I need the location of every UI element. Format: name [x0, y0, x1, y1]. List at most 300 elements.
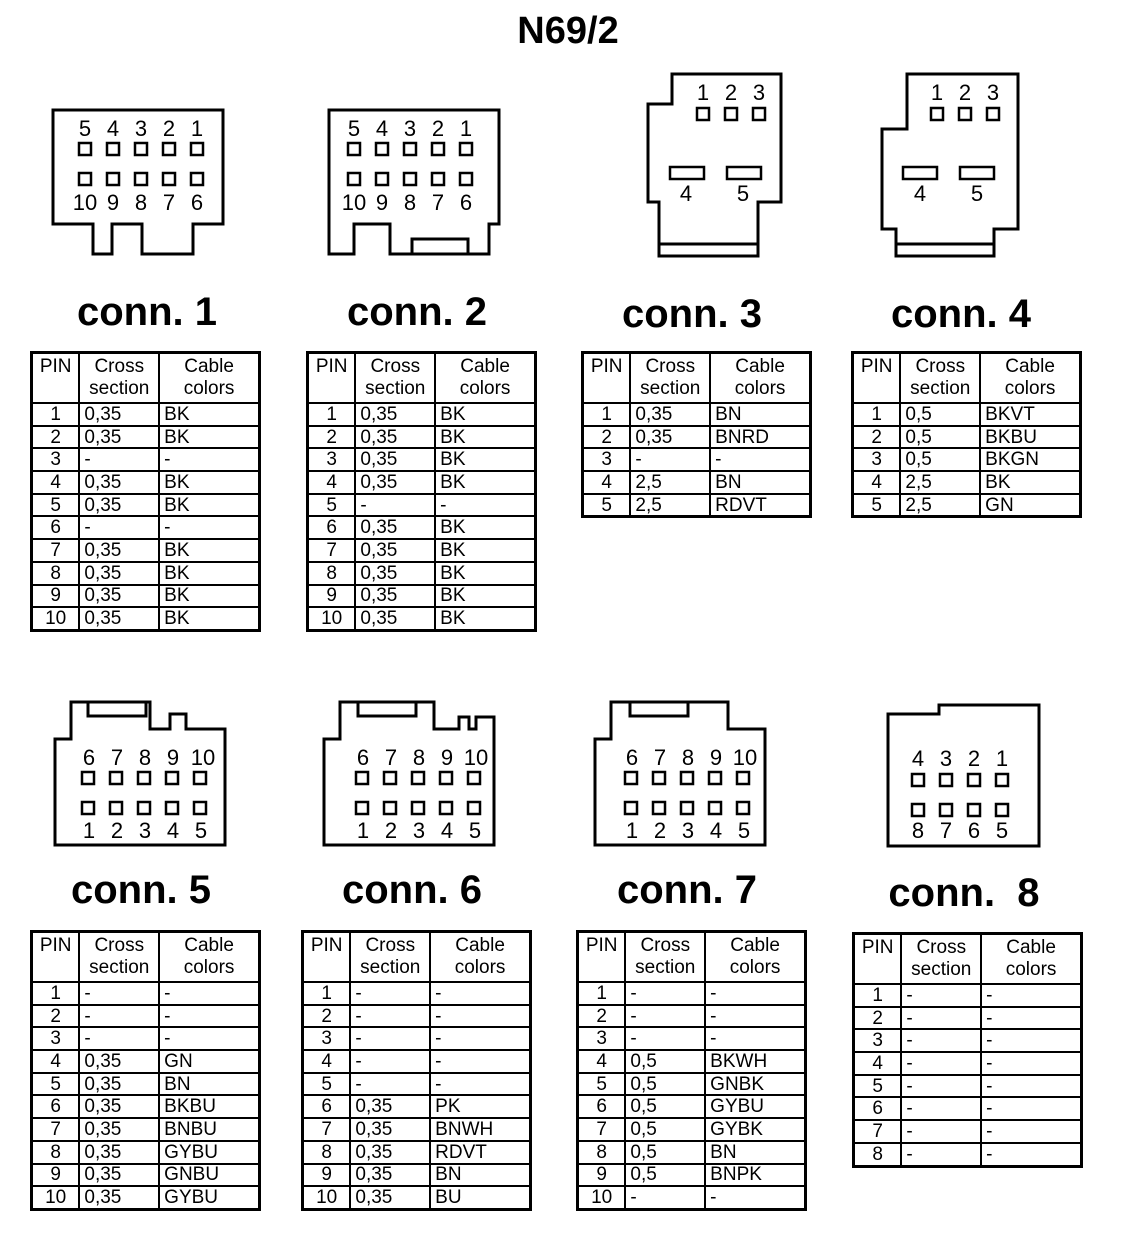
- pin-label: 6: [356, 745, 370, 770]
- connector-6-diagram: [321, 699, 501, 851]
- connector-1-diagram: [50, 107, 230, 259]
- pin-label: 5: [78, 116, 92, 141]
- cable-color-cell: GN: [980, 494, 1080, 517]
- cable-color-cell: -: [430, 1050, 530, 1073]
- pin-label: 9: [106, 190, 120, 215]
- cable-color-cell: BKBU: [980, 426, 1080, 449]
- cross-section-cell: -: [901, 1143, 981, 1166]
- cross-section-cell: 0,35: [355, 426, 435, 449]
- pin-label: 5: [970, 181, 984, 206]
- cable-color-cell: -: [981, 1143, 1081, 1166]
- cable-color-cell: BK: [159, 562, 259, 585]
- cross-section-cell: 0,5: [900, 448, 980, 471]
- header-cable-colors-text: Cable: [455, 935, 505, 956]
- pin-label: 2: [110, 818, 124, 843]
- cable-color-cell: BKBU: [159, 1095, 259, 1118]
- pin-number-cell: 7: [854, 1120, 902, 1143]
- table-row: [32, 607, 260, 630]
- cable-color-cell: BN: [705, 1141, 805, 1164]
- header-cross-section-text: Cross: [365, 935, 416, 956]
- cross-section-cell: -: [350, 982, 430, 1005]
- cable-color-cell: -: [159, 1027, 259, 1050]
- cable-color-cell: PK: [430, 1095, 530, 1118]
- header-cross-section-text: section: [89, 957, 150, 978]
- table-row: [32, 1095, 260, 1118]
- pin-number-cell: 5: [308, 494, 356, 517]
- pin-label: 1: [190, 116, 204, 141]
- connector-6-name: conn. 6: [341, 868, 483, 912]
- pin-number-cell: 8: [854, 1143, 902, 1166]
- table-header-row: [583, 353, 811, 404]
- pin-number-cell: 4: [32, 471, 80, 494]
- table-row: [32, 562, 260, 585]
- header-cable-colors: [159, 932, 259, 983]
- pin-table-conn-1: [30, 351, 261, 632]
- header-pin: [578, 932, 626, 983]
- cable-color-cell: GYBK: [705, 1118, 805, 1141]
- cable-color-cell: -: [430, 1027, 530, 1050]
- cross-section-cell: -: [901, 1029, 981, 1052]
- pin-number-cell: 2: [578, 1005, 626, 1028]
- pin-label: 1: [625, 818, 639, 843]
- pin-label: 8: [911, 818, 925, 843]
- cross-section-cell: -: [350, 1027, 430, 1050]
- pin-number-cell: 5: [303, 1073, 351, 1096]
- cross-section-cell: 0,35: [79, 607, 159, 630]
- cable-color-cell: -: [435, 494, 535, 517]
- pin-label: 2: [653, 818, 667, 843]
- cable-color-cell: GYBU: [705, 1095, 805, 1118]
- connector-8-diagram: [885, 702, 1045, 852]
- table-row: [32, 494, 260, 517]
- cable-color-cell: -: [705, 1186, 805, 1209]
- pin-label: 2: [162, 116, 176, 141]
- pin-label: 3: [986, 80, 1000, 105]
- table-row: [583, 403, 811, 426]
- table-row: [853, 494, 1081, 517]
- header-cross-section-text: Cross: [915, 356, 966, 377]
- cross-section-cell: 0,35: [79, 539, 159, 562]
- header-cable-colors-text: colors: [454, 957, 506, 978]
- pin-number-cell: 9: [32, 1164, 80, 1187]
- table-row: [308, 562, 536, 585]
- table-row: [303, 1118, 531, 1141]
- header-cable-colors: [980, 353, 1080, 404]
- header-pin: [583, 353, 631, 404]
- table-row: [308, 448, 536, 471]
- pin-number-cell: 6: [854, 1097, 902, 1120]
- cross-section-cell: 0,5: [900, 426, 980, 449]
- header-cable-colors-text: colors: [1005, 959, 1057, 980]
- pin-number-cell: 1: [32, 403, 80, 426]
- table-row: [854, 984, 1082, 1007]
- pin-label: 5: [737, 818, 751, 843]
- pin-label: 2: [958, 80, 972, 105]
- pin-number-cell: 9: [32, 585, 80, 608]
- cross-section-cell: -: [901, 1052, 981, 1075]
- pin-number-cell: 3: [32, 1027, 80, 1050]
- cross-section-cell: 2,5: [630, 494, 710, 517]
- cross-section-cell: 0,35: [355, 403, 435, 426]
- cross-section-cell: -: [901, 1075, 981, 1098]
- header-cable-colors-text: colors: [729, 957, 781, 978]
- table-row: [854, 1143, 1082, 1166]
- connector-8-name: conn. 8: [888, 871, 1040, 915]
- table-row: [578, 1164, 806, 1187]
- pin-number-cell: 3: [583, 448, 631, 471]
- cable-color-cell: BNBU: [159, 1118, 259, 1141]
- table-row: [32, 516, 260, 539]
- header-cross-section-text: section: [911, 959, 972, 980]
- cable-color-cell: BK: [159, 471, 259, 494]
- pin-label: 9: [709, 745, 723, 770]
- header-cable-colors-text: Cable: [460, 356, 510, 377]
- header-cable-colors-text: colors: [734, 378, 786, 399]
- table-row: [854, 1097, 1082, 1120]
- pin-label: 4: [679, 181, 693, 206]
- cross-section-cell: 0,35: [355, 448, 435, 471]
- table-row: [32, 1050, 260, 1073]
- cable-color-cell: GNBK: [705, 1073, 805, 1096]
- pin-number-cell: 9: [303, 1164, 351, 1187]
- pin-number-cell: 8: [308, 562, 356, 585]
- header-cable-colors-text: Cable: [184, 935, 234, 956]
- cross-section-cell: 0,35: [79, 1095, 159, 1118]
- header-cross-section: [350, 932, 430, 983]
- pin-number-cell: 3: [303, 1027, 351, 1050]
- cross-section-cell: -: [79, 982, 159, 1005]
- cable-color-cell: BNWH: [430, 1118, 530, 1141]
- header-cable-colors: [435, 353, 535, 404]
- table-header-row: [32, 353, 260, 404]
- header-cross-section: [79, 353, 159, 404]
- pin-number-cell: 5: [32, 1073, 80, 1096]
- cross-section-cell: 0,5: [625, 1141, 705, 1164]
- table-row: [308, 403, 536, 426]
- header-pin-text: PIN: [310, 935, 343, 956]
- table-row: [303, 1141, 531, 1164]
- pin-label: 4: [709, 818, 723, 843]
- table-row: [308, 426, 536, 449]
- cable-color-cell: -: [430, 1073, 530, 1096]
- table-row: [578, 1050, 806, 1073]
- cable-color-cell: BK: [435, 585, 535, 608]
- cable-color-cell: BN: [430, 1164, 530, 1187]
- pin-number-cell: 8: [578, 1141, 626, 1164]
- header-cross-section-text: Cross: [645, 356, 696, 377]
- pin-number-cell: 1: [303, 982, 351, 1005]
- cable-color-cell: BN: [710, 403, 810, 426]
- pin-label: 3: [134, 116, 148, 141]
- pin-number-cell: 8: [32, 562, 80, 585]
- cable-color-cell: -: [981, 1075, 1081, 1098]
- cable-color-cell: GYBU: [159, 1186, 259, 1209]
- pin-number-cell: 1: [32, 982, 80, 1005]
- pin-label: 8: [403, 190, 417, 215]
- table-row: [853, 426, 1081, 449]
- cable-color-cell: -: [981, 1120, 1081, 1143]
- cable-color-cell: BU: [430, 1186, 530, 1209]
- table-row: [32, 448, 260, 471]
- pin-number-cell: 4: [853, 471, 901, 494]
- header-cable-colors-text: Cable: [1005, 356, 1055, 377]
- pin-number-cell: 1: [578, 982, 626, 1005]
- cross-section-cell: 0,35: [355, 471, 435, 494]
- pin-number-cell: 7: [308, 539, 356, 562]
- table-row: [32, 585, 260, 608]
- header-cable-colors-text: colors: [459, 378, 511, 399]
- cable-color-cell: BK: [435, 471, 535, 494]
- cable-color-cell: RDVT: [430, 1141, 530, 1164]
- table-row: [32, 1027, 260, 1050]
- pin-label: 8: [412, 745, 426, 770]
- pin-label: 5: [736, 181, 750, 206]
- cross-section-cell: 0,35: [79, 426, 159, 449]
- table-row: [32, 539, 260, 562]
- header-cross-section-text: section: [910, 378, 971, 399]
- pin-label: 6: [190, 190, 204, 215]
- cross-section-cell: 2,5: [900, 471, 980, 494]
- pin-label: 4: [440, 818, 454, 843]
- pin-label: 7: [939, 818, 953, 843]
- cross-section-cell: 2,5: [900, 494, 980, 517]
- header-cross-section: [900, 353, 980, 404]
- table-row: [853, 403, 1081, 426]
- cross-section-cell: 0,35: [355, 562, 435, 585]
- pin-table-conn-8: [852, 932, 1083, 1168]
- cable-color-cell: BN: [710, 471, 810, 494]
- table-row: [303, 1095, 531, 1118]
- cable-color-cell: -: [705, 1005, 805, 1028]
- pin-number-cell: 5: [578, 1073, 626, 1096]
- table-row: [303, 1186, 531, 1209]
- pin-label: 4: [911, 746, 925, 771]
- pin-number-cell: 1: [854, 984, 902, 1007]
- pin-label: 8: [681, 745, 695, 770]
- header-cable-colors-text: colors: [1004, 378, 1056, 399]
- pin-label: 5: [468, 818, 482, 843]
- pin-label: 2: [431, 116, 445, 141]
- pin-label: 3: [138, 818, 152, 843]
- cable-color-cell: BKWH: [705, 1050, 805, 1073]
- pin-label: 2: [384, 818, 398, 843]
- pin-label: 10: [463, 745, 489, 770]
- header-cross-section-text: section: [89, 378, 150, 399]
- header-pin-text: PIN: [315, 356, 348, 377]
- pin-number-cell: 5: [854, 1075, 902, 1098]
- pin-number-cell: 1: [308, 403, 356, 426]
- cable-color-cell: BKVT: [980, 403, 1080, 426]
- cross-section-cell: 0,5: [625, 1095, 705, 1118]
- table-row: [583, 471, 811, 494]
- pin-table-conn-5: [30, 930, 261, 1211]
- pin-number-cell: 10: [308, 607, 356, 630]
- pin-label: 5: [995, 818, 1009, 843]
- table-row: [308, 539, 536, 562]
- header-cable-colors-text: Cable: [730, 935, 780, 956]
- cross-section-cell: 0,35: [630, 426, 710, 449]
- cross-section-cell: 0,5: [900, 403, 980, 426]
- cross-section-cell: 0,35: [355, 607, 435, 630]
- pin-number-cell: 5: [853, 494, 901, 517]
- cable-color-cell: BK: [159, 607, 259, 630]
- pin-number-cell: 3: [854, 1029, 902, 1052]
- table-row: [578, 1186, 806, 1209]
- pin-number-cell: 3: [853, 448, 901, 471]
- cable-color-cell: BK: [159, 539, 259, 562]
- header-pin-text: PIN: [861, 937, 894, 958]
- pin-label: 7: [431, 190, 445, 215]
- cross-section-cell: 0,35: [79, 403, 159, 426]
- header-pin-text: PIN: [39, 935, 72, 956]
- cable-color-cell: -: [981, 1052, 1081, 1075]
- pin-number-cell: 8: [303, 1141, 351, 1164]
- pin-label: 1: [995, 746, 1009, 771]
- pin-label: 6: [82, 745, 96, 770]
- cable-color-cell: -: [981, 1029, 1081, 1052]
- header-cross-section-text: section: [365, 378, 426, 399]
- cable-color-cell: -: [159, 448, 259, 471]
- header-pin-text: PIN: [39, 356, 72, 377]
- pin-number-cell: 7: [32, 1118, 80, 1141]
- header-cable-colors: [705, 932, 805, 983]
- pin-table-conn-3: [581, 351, 812, 518]
- table-row: [853, 448, 1081, 471]
- table-row: [32, 471, 260, 494]
- cable-color-cell: RDVT: [710, 494, 810, 517]
- cross-section-cell: 0,5: [625, 1118, 705, 1141]
- pin-number-cell: 9: [308, 585, 356, 608]
- cross-section-cell: 0,5: [625, 1164, 705, 1187]
- cross-section-cell: 0,35: [350, 1186, 430, 1209]
- cable-color-cell: BK: [159, 494, 259, 517]
- cable-color-cell: -: [710, 448, 810, 471]
- pin-number-cell: 5: [32, 494, 80, 517]
- cable-color-cell: -: [705, 1027, 805, 1050]
- pin-number-cell: 6: [32, 516, 80, 539]
- pin-label: 3: [412, 818, 426, 843]
- table-row: [578, 1141, 806, 1164]
- cross-section-cell: -: [625, 982, 705, 1005]
- pin-number-cell: 10: [303, 1186, 351, 1209]
- pin-label: 3: [752, 80, 766, 105]
- header-cable-colors: [159, 353, 259, 404]
- pin-number-cell: 3: [578, 1027, 626, 1050]
- table-row: [32, 426, 260, 449]
- connector-7-name: conn. 7: [616, 868, 758, 912]
- cable-color-cell: BK: [435, 516, 535, 539]
- cross-section-cell: -: [79, 448, 159, 471]
- cross-section-cell: 0,5: [625, 1050, 705, 1073]
- cable-color-cell: BK: [435, 448, 535, 471]
- connector-3-name: conn. 3: [621, 292, 763, 336]
- pin-number-cell: 10: [32, 1186, 80, 1209]
- pin-number-cell: 3: [32, 448, 80, 471]
- header-pin: [32, 353, 80, 404]
- pin-number-cell: 2: [32, 1005, 80, 1028]
- cross-section-cell: 0,35: [350, 1095, 430, 1118]
- pin-number-cell: 1: [853, 403, 901, 426]
- cross-section-cell: 0,35: [79, 1073, 159, 1096]
- pin-number-cell: 5: [583, 494, 631, 517]
- pin-label: 4: [913, 181, 927, 206]
- cross-section-cell: 0,35: [355, 585, 435, 608]
- page-title: N69/2: [517, 10, 619, 52]
- header-cable-colors: [710, 353, 810, 404]
- header-cable-colors-text: colors: [183, 957, 235, 978]
- pin-number-cell: 4: [32, 1050, 80, 1073]
- table-row: [308, 516, 536, 539]
- table-header-row: [853, 353, 1081, 404]
- pin-label: 6: [967, 818, 981, 843]
- header-cross-section-text: section: [640, 378, 701, 399]
- connector-7-diagram: [592, 699, 772, 851]
- pin-label: 7: [162, 190, 176, 215]
- cross-section-cell: 0,35: [79, 1050, 159, 1073]
- cross-section-cell: -: [79, 1027, 159, 1050]
- cross-section-cell: 0,35: [630, 403, 710, 426]
- table-row: [303, 1073, 531, 1096]
- cross-section-cell: -: [630, 448, 710, 471]
- table-row: [578, 1027, 806, 1050]
- table-header-row: [303, 932, 531, 983]
- pin-label: 10: [190, 745, 216, 770]
- pin-number-cell: 10: [578, 1186, 626, 1209]
- connector-2-diagram: [326, 107, 506, 259]
- table-row: [308, 607, 536, 630]
- cable-color-cell: -: [159, 1005, 259, 1028]
- pin-label: 3: [403, 116, 417, 141]
- pin-label: 9: [166, 745, 180, 770]
- pin-label: 7: [110, 745, 124, 770]
- cross-section-cell: -: [350, 1005, 430, 1028]
- table-row: [583, 494, 811, 517]
- table-row: [32, 1118, 260, 1141]
- cable-color-cell: BK: [435, 607, 535, 630]
- pin-label: 1: [459, 116, 473, 141]
- cable-color-cell: -: [981, 1007, 1081, 1030]
- cross-section-cell: 0,5: [625, 1073, 705, 1096]
- pin-number-cell: 6: [303, 1095, 351, 1118]
- cross-section-cell: -: [350, 1073, 430, 1096]
- connector-4-diagram: [879, 71, 1024, 261]
- header-pin: [32, 932, 80, 983]
- cross-section-cell: 0,35: [79, 471, 159, 494]
- cross-section-cell: 0,35: [79, 1186, 159, 1209]
- cross-section-cell: 0,35: [350, 1141, 430, 1164]
- table-row: [583, 448, 811, 471]
- pin-number-cell: 6: [578, 1095, 626, 1118]
- table-row: [854, 1029, 1082, 1052]
- table-row: [578, 982, 806, 1005]
- table-row: [308, 585, 536, 608]
- pin-label: 7: [384, 745, 398, 770]
- table-row: [578, 1118, 806, 1141]
- cross-section-cell: 0,35: [355, 516, 435, 539]
- pin-number-cell: 2: [308, 426, 356, 449]
- pin-table-conn-7: [576, 930, 807, 1211]
- cross-section-cell: 0,35: [79, 494, 159, 517]
- table-header-row: [578, 932, 806, 983]
- pin-number-cell: 2: [303, 1005, 351, 1028]
- pin-number-cell: 8: [32, 1141, 80, 1164]
- pin-label: 1: [930, 80, 944, 105]
- cross-section-cell: -: [901, 1097, 981, 1120]
- pin-number-cell: 6: [308, 516, 356, 539]
- table-row: [578, 1005, 806, 1028]
- connector-4-name: conn. 4: [890, 292, 1032, 336]
- pin-table-conn-6: [301, 930, 532, 1211]
